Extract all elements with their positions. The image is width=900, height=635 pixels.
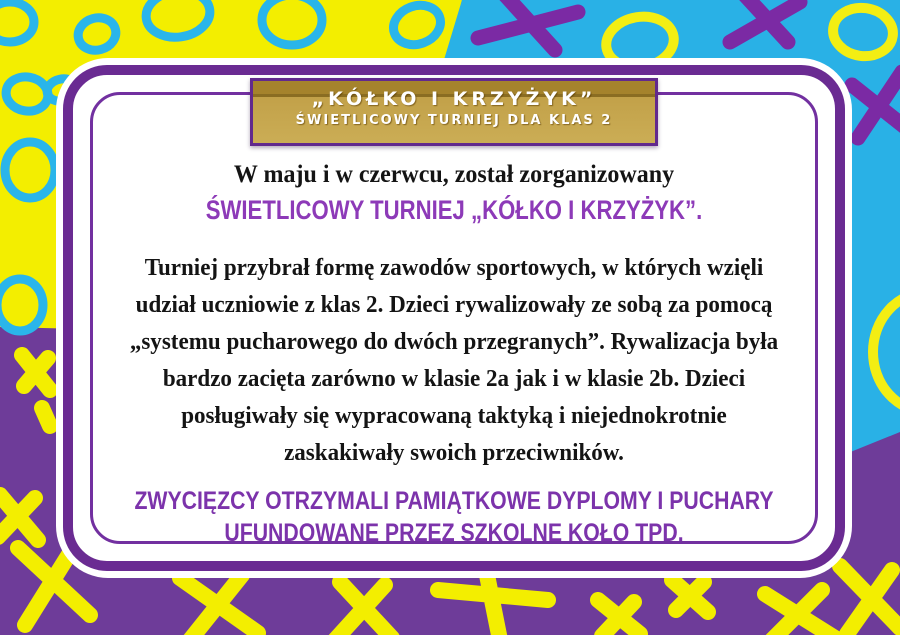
winners-line: ZWYCIĘZCY OTRZYMALI PAMIĄTKOWE DYPLOMY I PUCHARY [134, 487, 774, 515]
body-line: Turniej przybrał formę zawodów sportowych, w których wzięli [144, 255, 764, 281]
banner-title: „KÓŁKO I KRZYŻYK” [311, 88, 597, 110]
body-line: „systemu pucharowego do dwóch przegranych”. Rywalizacja była [129, 329, 779, 355]
body-line: zaskakiwały swoich przeciwników. [284, 440, 624, 466]
tournament-title-line: ŚWIETLICOWY TURNIEJ „KÓŁKO I KRZYŻYK”. [205, 195, 703, 225]
intro-line: W maju i w czerwcu, został zorganizowany [233, 161, 675, 188]
winners-line: UFUNDOWANE PRZEZ SZKOLNE KOŁO TPD. [224, 519, 684, 547]
card-content [56, 58, 852, 578]
body-line: bardzo zacięta zarówno w klasie 2a jak i w klasie 2b. Dzieci [162, 366, 746, 392]
winners-note [56, 485, 852, 549]
banner-subtitle: ŚWIETLICOWY TURNIEJ DLA KLAS 2 [295, 113, 613, 128]
body-line: posługiwały się wypracowaną taktyką i niejednokrotnie [181, 403, 727, 429]
body-line: udział uczniowie z klas 2. Dzieci rywalizowały ze sobą za pomocą [135, 292, 773, 318]
announcement-card [56, 58, 852, 578]
body-paragraph [56, 250, 852, 472]
